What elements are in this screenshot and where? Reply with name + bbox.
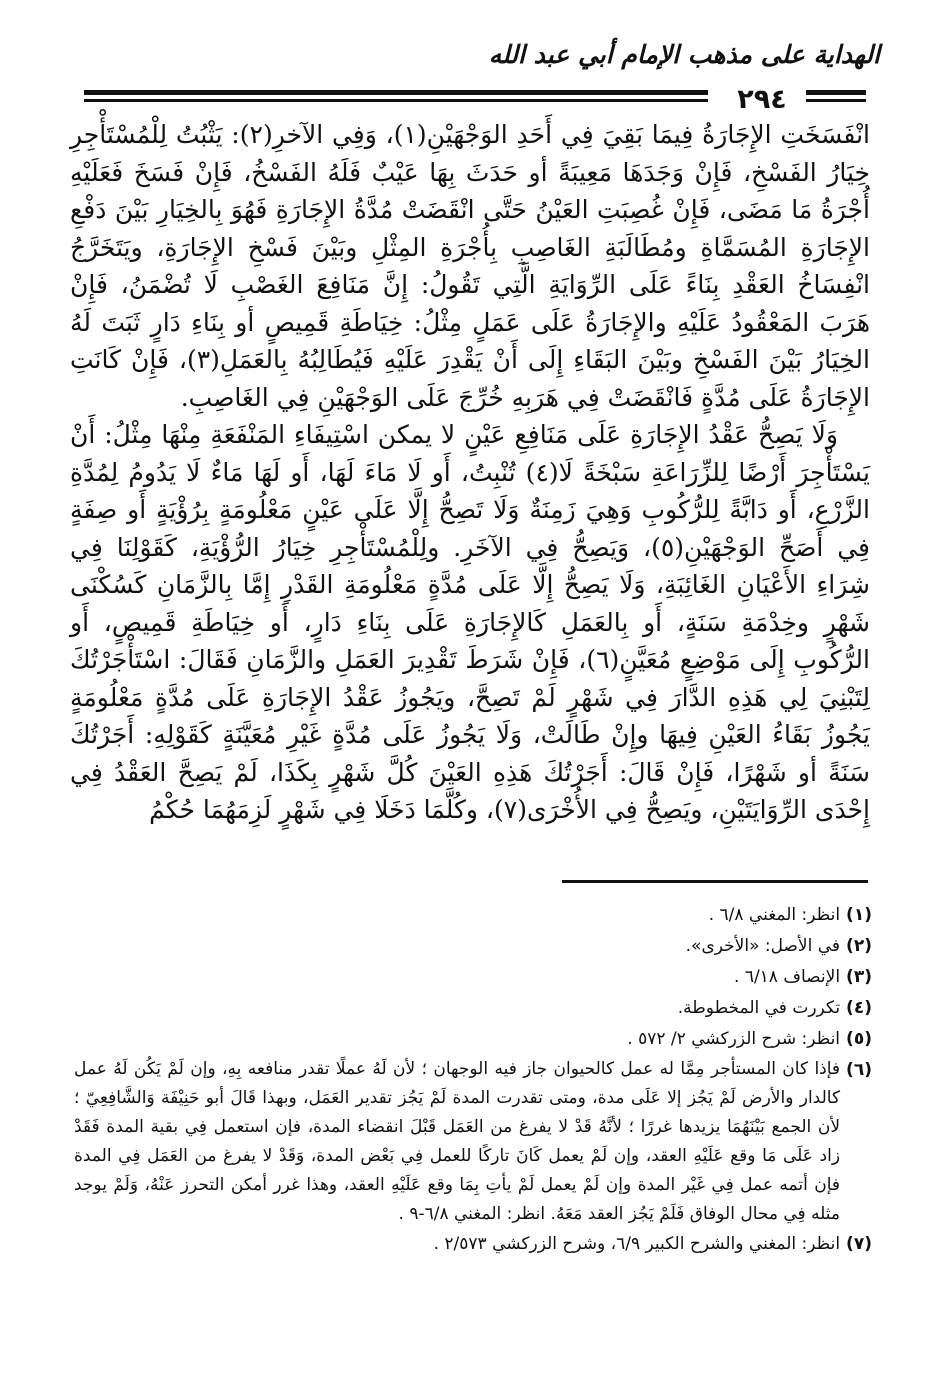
footnote-number: (٣)	[846, 967, 872, 987]
footnote-text: تكررت في المخطوطة.	[677, 998, 841, 1018]
footnote-text: الإنصاف ٦/١٨ .	[734, 967, 841, 987]
footnote	[74, 962, 872, 993]
page-number: ٢٩٤	[737, 84, 787, 115]
paragraph: انْفَسَخَتِ الإِجَارَةُ فِيمَا بَقِيَ فِي أَحَدِ الوَجْهَيْنِ(١)، وَفِي الآخرِ(٢): يَثْبُتُ لِلْمُسْتَأْجِرِ خِيَارُ الفَسْخِ، فَإِنْ وَجَدَهَا مَعِيبَةً أو حَدَثَ بِهَا عَيْبٌ فَلَهُ الفَسْخُ، فَإِنْ فَسَخَ فَعَلَيْهِ أُجْرَةُ مَا مَضَى، فَإِنْ غُصِبَتِ العَيْنُ حَتَّى انْقَضَتْ مُدَّةُ الإِجَارَةِ فَهُوَ بِالخِيَارِ بَيْنَ دَفْعِ الإِجَارَةِ المُسَمَّاةِ ومُطَالَبَةِ الغَاصِبِ بِأُجْرَةِ المِثْلِ وبَيْنَ فَسْخِ الإِجَارَةِ، ويَتَخَرَّجُ انْفِسَاخُ العَقْدِ بِنَاءً عَلَى الرِّوَايَةِ الَّتِي تَقُولُ: إِنَّ مَنَافِعَ الغَصْبِ لَا تُضْمَنُ، فَإِنْ هَرَبَ المَعْقُودُ عَلَيْهِ والإِجَارَةُ عَلَى عَمَلٍ مِثْلُ: خِيَاطَةِ قَمِيصٍ أو بِنَاءِ دَارٍ ثَبَتَ لَهُ الخِيَارُ بَيْنَ الفَسْخِ وبَيْنَ البَقَاءِ إِلَى أَنْ يَقْدِرَ عَلَيْهِ فَيُطَالِبُهُ بِالعَمَلِ(٣)، فَإِنْ كَانَتِ الإِجَارَةُ عَلَى مُدَّةٍ فَانْقَضَتْ فِي هَرَبِهِ خُرِّجَ عَلَى الوَجْهَيْنِ فِي الغَاصِبِ.	[70, 120, 870, 412]
main-text	[70, 116, 870, 829]
footnote	[74, 900, 872, 931]
footnote	[74, 1055, 872, 1229]
footnote-text: انظر: شرح الزركشي ٢/ ٥٧٢ .	[627, 1029, 841, 1049]
header-rule-thin	[84, 99, 708, 102]
footnote-number: (٦)	[846, 1060, 872, 1080]
footnote-text: فإذا كان المستأجر مِمَّا له عمل كالحيوان جاز فيه الوجهان ؛ لأن لَهُ عملًا تقدر منافعه بِهِ، وإن لَمْ يَكُن لَهُ عمل كالدار والأرض لَمْ يَجُز إلا عَلَى مدة، ومتى تقدرت المدة لَمْ يَجُز تقدير العَمَل، وبهذا قَالَ أبو حَنِيْفَة وَالشَّافِعِيّ ؛ لأن الجمع بَيْنَهُمَا يزيدها غررًا ؛ لأنَّهُ قَدْ لا يفرغ من العَمَل قَبْلَ انقضاء المدة، فإن استعمل فِي بقية المدة فَقَدْ زاد عَلَى مَا وقع عَلَيْهِ العقد، وإن لَمْ يعمل كَانَ تاركًا للعمل فِي بَعْض المدة، وَقَدْ لا يفرغ من العَمَل فِي المدة فإن أتمه عمل فِي غَيْر المدة وإن لَمْ يعمل لَمْ يأتِ بِمَا وقع عَلَيْهِ العقد، وهذا غرر أمكن التحرز عَنْهُ، وَلَمْ يوجد مثله فِي محال الوفاق فَلَمْ يَجُز العقد مَعَهُ. انظر: المغني ٦/٨-٩ .	[74, 1059, 841, 1224]
paragraph: وَلَا يَصِحُّ عَقْدُ الإِجَارَةِ عَلَى مَنَافِعِ عَيْنٍ لا يمكن اسْتِيفَاءِ المَنْفَعَةِ مِنْهَا مِثْلُ: أَنْ يَسْتَأْجِرَ أَرْضًا لِلزِّرَاعَةِ سَبْخَةً لَا(٤) تُنْبِتُ، أَو لَا مَاءَ لَهَا، أَو لَهَا مَاءٌ لَا يَدُومُ لِمُدَّةِ الزَّرْعِ، أَو دَابَّةً لِلرُّكُوبِ وَهِيَ زَمِنَةٌ وَلَا تَصِحُّ إِلَّا عَلَى عَيْنٍ مَعْلُومَةٍ بِرُؤْيَةٍ أَو صِفَةٍ فِي أَصَحِّ الوَجْهَيْنِ(٥)، وَيَصِحُّ فِي الآخَرِ. ولِلْمُسْتَأْجِرِ خِيَارُ الرُّؤْيَةِ، كَقَوْلِنَا فِي شِرَاءِ الأَعْيَانِ الغَائِبَةِ، وَلَا يَصِحُّ إِلَّا عَلَى مُدَّةٍ مَعْلُومَةِ القَدْرِ إِمَّا بِالزَّمَانِ كَسُكْنَى شَهْرٍ وخِدْمَةِ سَنَةٍ، أَو بِالعَمَلِ كَالإِجَارَةِ عَلَى بِنَاءِ دَارٍ، أَو خِيَاطَةِ قَمِيصٍ، أَو الرُّكُوبِ إِلَى مَوْضِعٍ مُعَيَّنٍ(٦)، فَإِنْ شَرَطَ تَقْدِيرَ العَمَلِ والزَّمَانِ فَقَالَ: اسْتَأْجَرْتُكَ لِتَبْنِيَ لِي هَذِهِ الدَّارَ فِي شَهْرٍ لَمْ تَصِحَّ، ويَجُوزُ عَقْدُ الإِجَارَةِ عَلَى مُدَّةٍ مَعْلُومَةٍ يَجُوزُ بَقَاءُ العَيْنِ فِيهَا وإِنْ طَالَتْ، وَلَا يَجُوزُ عَلَى مُدَّةٍ غَيْرِ مُعَيَّنَةٍ كَقَوْلِهِ: أَجَرْتُكَ سَنَةً أو شَهْرًا، فَإِنْ قَالَ: أَجَرْتُكَ هَذِهِ العَيْنَ كُلَّ شَهْرٍ بِكَذَا، لَمْ يَصِحَّ العَقْدُ فِي إِحْدَى الرِّوَايَتَيْنِ، ويَصِحُّ فِي الأُخْرَى(٧)، وكُلَّمَا دَخَلَا فِي شَهْرٍ لَزِمَهُمَا حُكْمُ	[70, 420, 871, 824]
footnote-text: في الأصل: «الأخرى».	[685, 936, 841, 956]
header-rule-short-thin	[806, 99, 866, 102]
footnote	[74, 931, 872, 962]
footnote-number: (١)	[846, 905, 872, 925]
footnote	[74, 1229, 872, 1260]
footnote-number: (٤)	[846, 998, 872, 1018]
header-rule-short	[806, 90, 866, 95]
footnote-separator	[562, 880, 868, 883]
footnote	[74, 993, 872, 1024]
footnote-text: انظر: المغني ٦/٨ .	[708, 905, 841, 925]
footnotes	[74, 900, 872, 1260]
footnote-text: انظر: المغني والشرح الكبير ٦/٩، وشرح الزركشي ٢/٥٧٣ .	[433, 1234, 841, 1254]
footnote-number: (٢)	[846, 936, 872, 956]
header-rule	[84, 90, 708, 95]
footnote-number: (٥)	[846, 1029, 872, 1049]
running-head-title: الهداية على مذهب الإمام أبي عبد الله	[488, 40, 880, 69]
footnote	[74, 1024, 872, 1055]
footnote-number: (٧)	[846, 1234, 872, 1254]
